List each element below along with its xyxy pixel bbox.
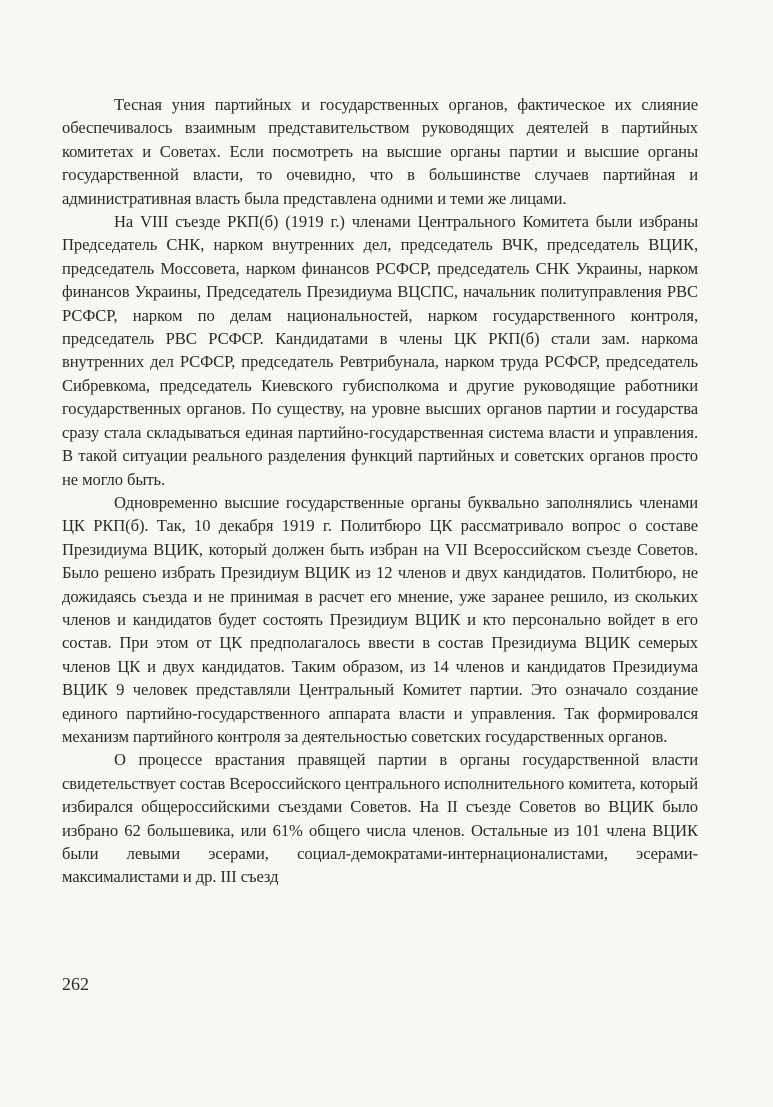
paragraph-4: О процессе врастания правящей партии в органы государственной власти свидетельствует состав Всероссийского центрального исполнительного комитета, который избирался общероссийскими съездами Советов. На II съезде Советов во ВЦИК было избрано 62 большевика, или 61% общего числа членов. Остальные из 101 члена ВЦИК были левыми эсерами, социал-демократами-интернационалистами, эсерами-максималистами и др. III съезд xyxy=(62,750,698,887)
page-number: 262 xyxy=(62,974,89,994)
paragraph-1: Тесная уния партийных и государственных органов, фактическое их слияние обеспечивалось взаимным представительством руководящих деятелей в партийных комитетах и Советах. Если посмотреть на высшие органы партии и высшие органы государственной власти, то очевидно, что в большинстве случаев партийная и административная власть была представлена одними и теми же лицами. xyxy=(62,95,698,208)
paragraph-3: Одновременно высшие государственные органы буквально заполнялись членами ЦК РКП(б). Так, 10 декабря 1919 г. Политбюро ЦК рассматривало вопрос о составе Президиума ВЦИК, который должен быть избран на VII Всероссийском съезде Советов. Было решено избрать Президиум ВЦИК из 12 членов и двух кандидатов. Политбюро, не дожидаясь съезда и не принимая в расчет его мнение, уже заранее решило, из скольких членов и кандидатов будет состоять Президиум ВЦИК и кто персонально войдет в его состав. При этом от ЦК предполагалось ввести в состав Президиума ВЦИК семерых членов ЦК и двух кандидатов. Таким образом, из 14 членов и кандидатов Президиума ВЦИК 9 человек представляли Центральный Комитет партии. Это означало создание единого партийно-государственного аппарата власти и управления. Так формировался механизм партийного контроля за деятельностью советских государственных органов. xyxy=(62,492,698,746)
body-text xyxy=(62,93,698,889)
paragraph-2: На VIII съезде РКП(б) (1919 г.) членами Центрального Комитета были избраны Председатель СНК, нарком внутренних дел, председатель ВЧК, председатель ВЦИК, председатель Моссовета, нарком финансов РСФСР, председатель СНК Украины, нарком финансов Украины, Председатель Президиума ВЦСПС, начальник политуправления РВС РСФСР, нарком по делам национальностей, нарком государственного контроля, председатель РВС РСФСР. Кандидатами в члены ЦК РКП(б) стали зам. наркома внутренних дел РСФСР, председатель Ревтрибунала, нарком труда РСФСР, председатель Сибревкома, председатель Киевского губисполкома и другие руководящие работники государственных органов. По существу, на уровне высших органов партии и государства сразу стала складываться единая партийно-государственная система власти и управления. В такой ситуации реального разделения функций партийных и советских органов просто не могло быть. xyxy=(62,212,698,489)
